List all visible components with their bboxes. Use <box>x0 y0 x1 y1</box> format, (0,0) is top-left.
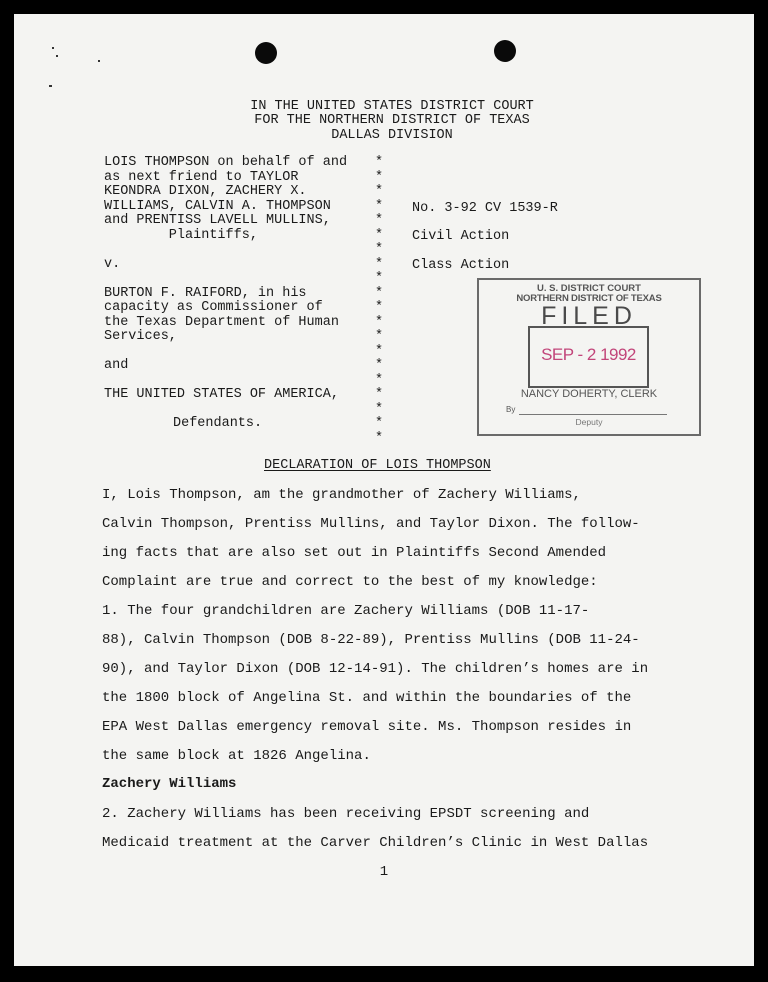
body-line-9: EPA West Dallas emergency removal site. Ms. Thompson resides in <box>102 719 632 735</box>
defendant1-line-4: Services, <box>104 329 177 344</box>
speck <box>56 55 58 57</box>
plaintiff-line-1: LOIS THOMPSON on behalf of and <box>104 155 348 170</box>
document-title <box>264 459 491 474</box>
defendant2: THE UNITED STATES OF AMERICA, <box>104 387 339 402</box>
civil-action-label: Civil Action <box>412 229 510 244</box>
body-line-4: Complaint are true and correct to the best of my knowledge: <box>102 574 598 590</box>
case-number: No. 3-92 CV 1539-R <box>412 201 558 216</box>
page-number: 1 <box>379 864 389 880</box>
and-label: and <box>104 358 129 373</box>
plaintiff-line-3: KEONDRA DIXON, ZACHERY X. <box>104 184 307 199</box>
versus: v. <box>104 256 121 272</box>
plaintiff-line-6: Plaintiffs, <box>104 227 258 243</box>
stamp-by: By <box>506 405 516 414</box>
body-line-10: the same block at 1826 Angelina. <box>102 748 371 764</box>
stamp-filed: FILED <box>541 302 637 330</box>
stamp-clerk: NANCY DOHERTY, CLERK <box>520 388 658 400</box>
court-header-line-3: DALLAS DIVISION <box>331 128 453 143</box>
stamp-court: U. S. DISTRICT COURT <box>537 283 641 294</box>
stamp-district: NORTHERN DISTRICT OF TEXAS <box>516 293 662 304</box>
speck <box>52 47 54 49</box>
punch-hole-right <box>494 40 516 62</box>
plaintiff-line-2: as next friend to TAYLOR <box>104 169 299 185</box>
caption-star-divider: * * * * * * * * * * * * * * * * * * * * <box>375 155 384 446</box>
defendant1-line-3: the Texas Department of Human <box>104 314 339 330</box>
plaintiff-line-5: and PRENTISS LAVELL MULLINS, <box>104 213 331 228</box>
speck <box>98 60 100 62</box>
document-page <box>14 14 754 966</box>
body-line-3: ing facts that are also set out in Plaintiffs Second Amended <box>102 545 607 561</box>
body2-line-1: 2. Zachery Williams has been receiving EPSDT screening and <box>102 806 590 822</box>
class-action-label: Class Action <box>412 258 510 273</box>
body-line-6: 88), Calvin Thompson (DOB 8-22-89), Prentiss Mullins (DOB 11-24- <box>102 632 640 648</box>
defendants-label: Defendants. <box>173 416 263 431</box>
defendant1-line-1: BURTON F. RAIFORD, in his <box>104 285 307 301</box>
stamp-date: SEP - 2 1992 <box>541 345 636 364</box>
stamp-deputy: Deputy <box>575 417 603 427</box>
court-header-line-1: IN THE UNITED STATES DISTRICT COURT <box>250 99 534 114</box>
body-line-1: I, Lois Thompson, am the grandmother of Zachery Williams, <box>102 487 581 503</box>
plaintiff-line-4: WILLIAMS, CALVIN A. THOMPSON <box>104 198 331 214</box>
body-line-5: 1. The four grandchildren are Zachery Williams (DOB 11-17- <box>102 603 590 619</box>
stamp-date-box <box>528 326 649 388</box>
section-heading: Zachery Williams <box>102 776 237 792</box>
punch-hole-left <box>255 42 277 64</box>
filed-stamp <box>477 278 701 436</box>
document-title-text: DECLARATION OF LOIS THOMPSON <box>264 458 491 473</box>
body-line-7: 90), and Taylor Dixon (DOB 12-14-91). The children’s homes are in <box>102 661 649 677</box>
speck <box>49 85 52 87</box>
body-line-8: the 1800 block of Angelina St. and within the boundaries of the <box>102 690 632 706</box>
body-line-2: Calvin Thompson, Prentiss Mullins, and Taylor Dixon. The follow- <box>102 516 640 532</box>
stamp-signature-line <box>519 414 667 415</box>
defendant1-line-2: capacity as Commissioner of <box>104 300 323 315</box>
court-header-line-2: FOR THE NORTHERN DISTRICT OF TEXAS <box>254 113 530 128</box>
body2-line-2: Medicaid treatment at the Carver Children’s Clinic in West Dallas <box>102 835 649 851</box>
